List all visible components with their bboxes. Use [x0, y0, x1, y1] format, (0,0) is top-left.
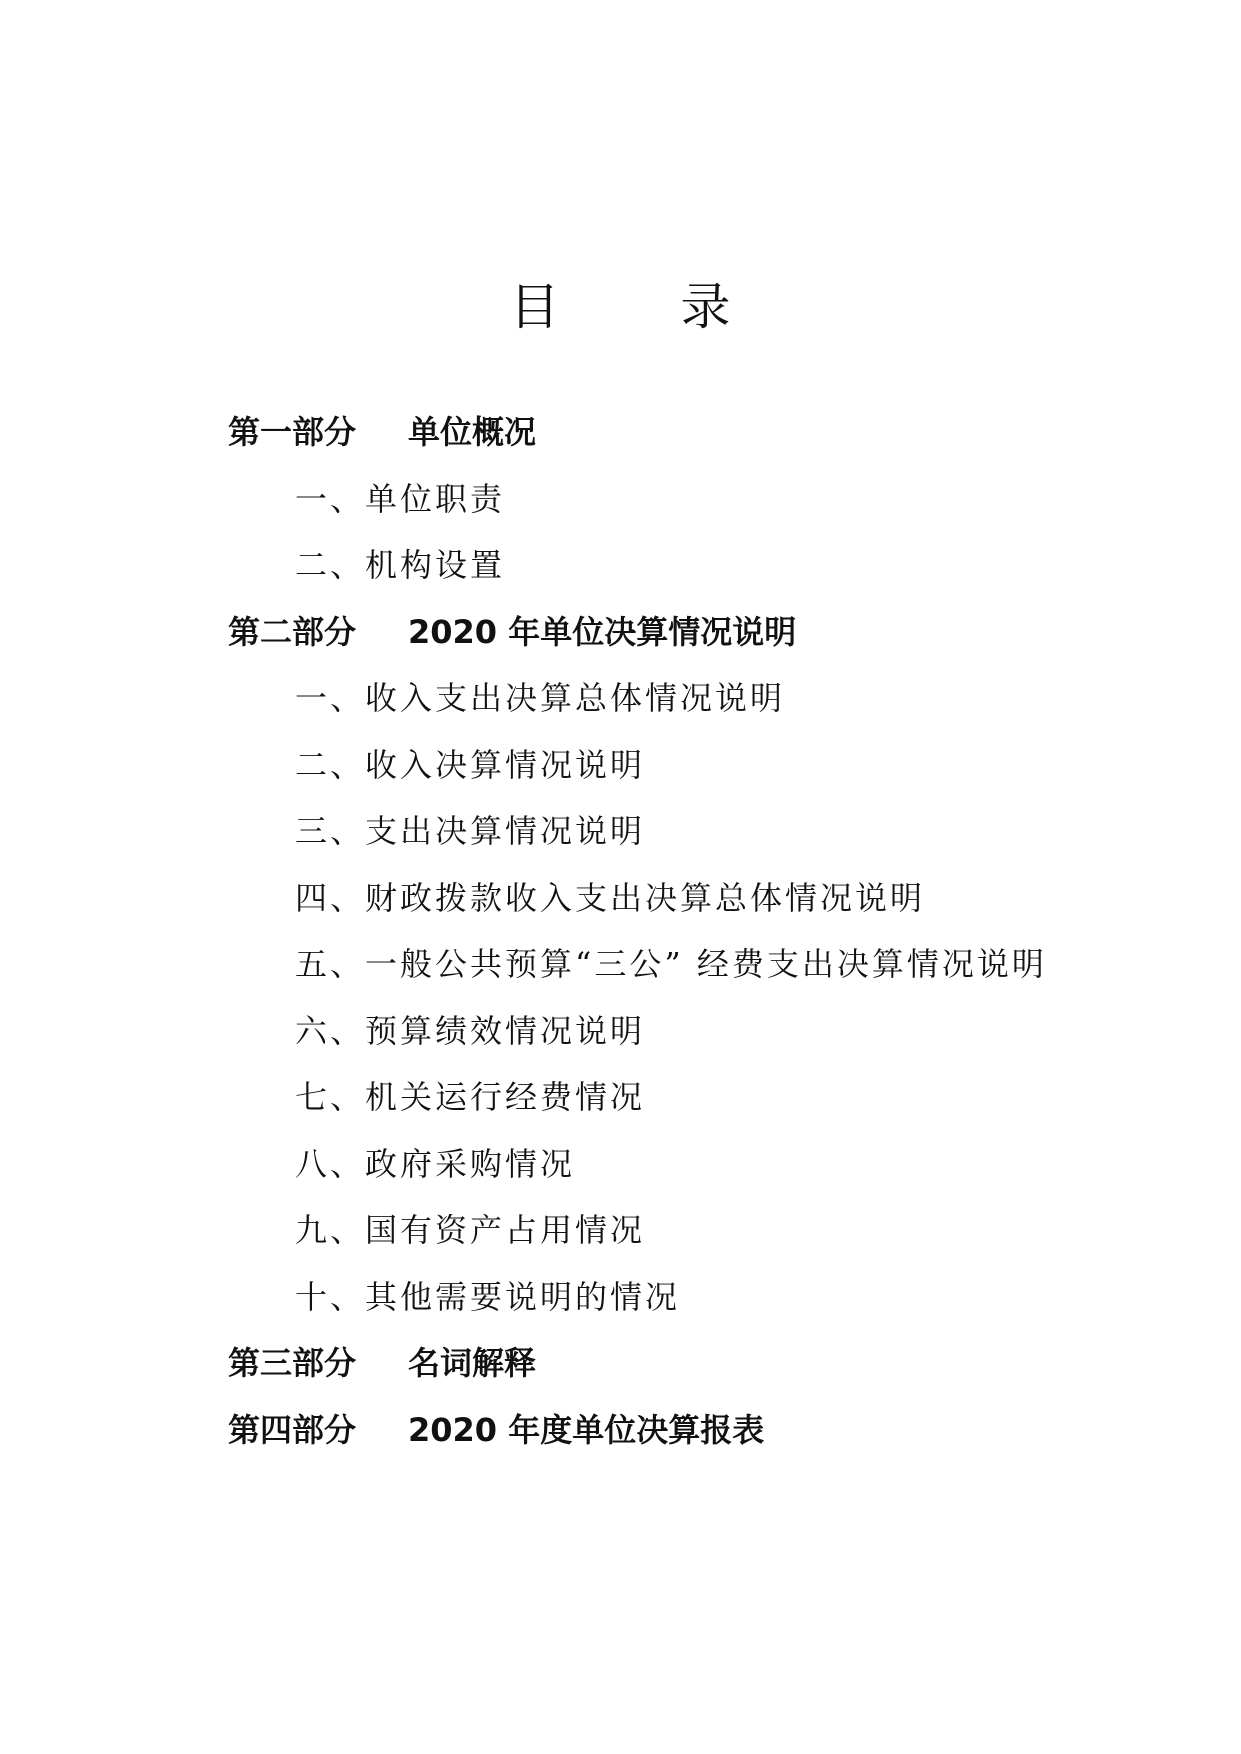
title-char-left: 目 [509, 278, 561, 336]
toc-part-heading [228, 1339, 536, 1387]
toc-part-heading [228, 1406, 764, 1454]
toc-part-number: 第二部分 [228, 613, 357, 651]
title-char-right: 录 [680, 278, 732, 336]
toc-item: 三、支出决算情况说明 [295, 812, 646, 850]
toc-part-title: 名词解释 [408, 1344, 537, 1382]
toc-item: 八、政府采购情况 [295, 1145, 576, 1183]
toc-item: 七、机关运行经费情况 [295, 1078, 646, 1116]
toc-part-title: 2020 年单位决算情况说明 [408, 613, 797, 651]
toc-part-title: 单位概况 [408, 413, 537, 451]
toc-item: 十、其他需要说明的情况 [295, 1278, 681, 1316]
toc-part-number: 第一部分 [228, 413, 357, 451]
toc-item: 一、单位职责 [295, 480, 506, 518]
toc-part-title: 2020 年度单位决算报表 [408, 1411, 765, 1449]
toc-part-heading [228, 608, 796, 656]
toc-item: 二、机构设置 [295, 546, 506, 584]
toc-part-number: 第四部分 [228, 1411, 357, 1449]
toc-part-number: 第三部分 [228, 1344, 357, 1382]
toc-item: 二、收入决算情况说明 [295, 746, 646, 784]
toc-item: 六、预算绩效情况说明 [295, 1012, 646, 1050]
toc-item: 五、一般公共预算“三公” 经费支出决算情况说明 [295, 945, 1047, 983]
toc-part-heading [228, 408, 536, 456]
toc-item: 四、财政拨款收入支出决算总体情况说明 [295, 879, 926, 917]
toc-item: 九、国有资产占用情况 [295, 1211, 646, 1249]
toc-item: 一、收入支出决算总体情况说明 [295, 679, 786, 717]
